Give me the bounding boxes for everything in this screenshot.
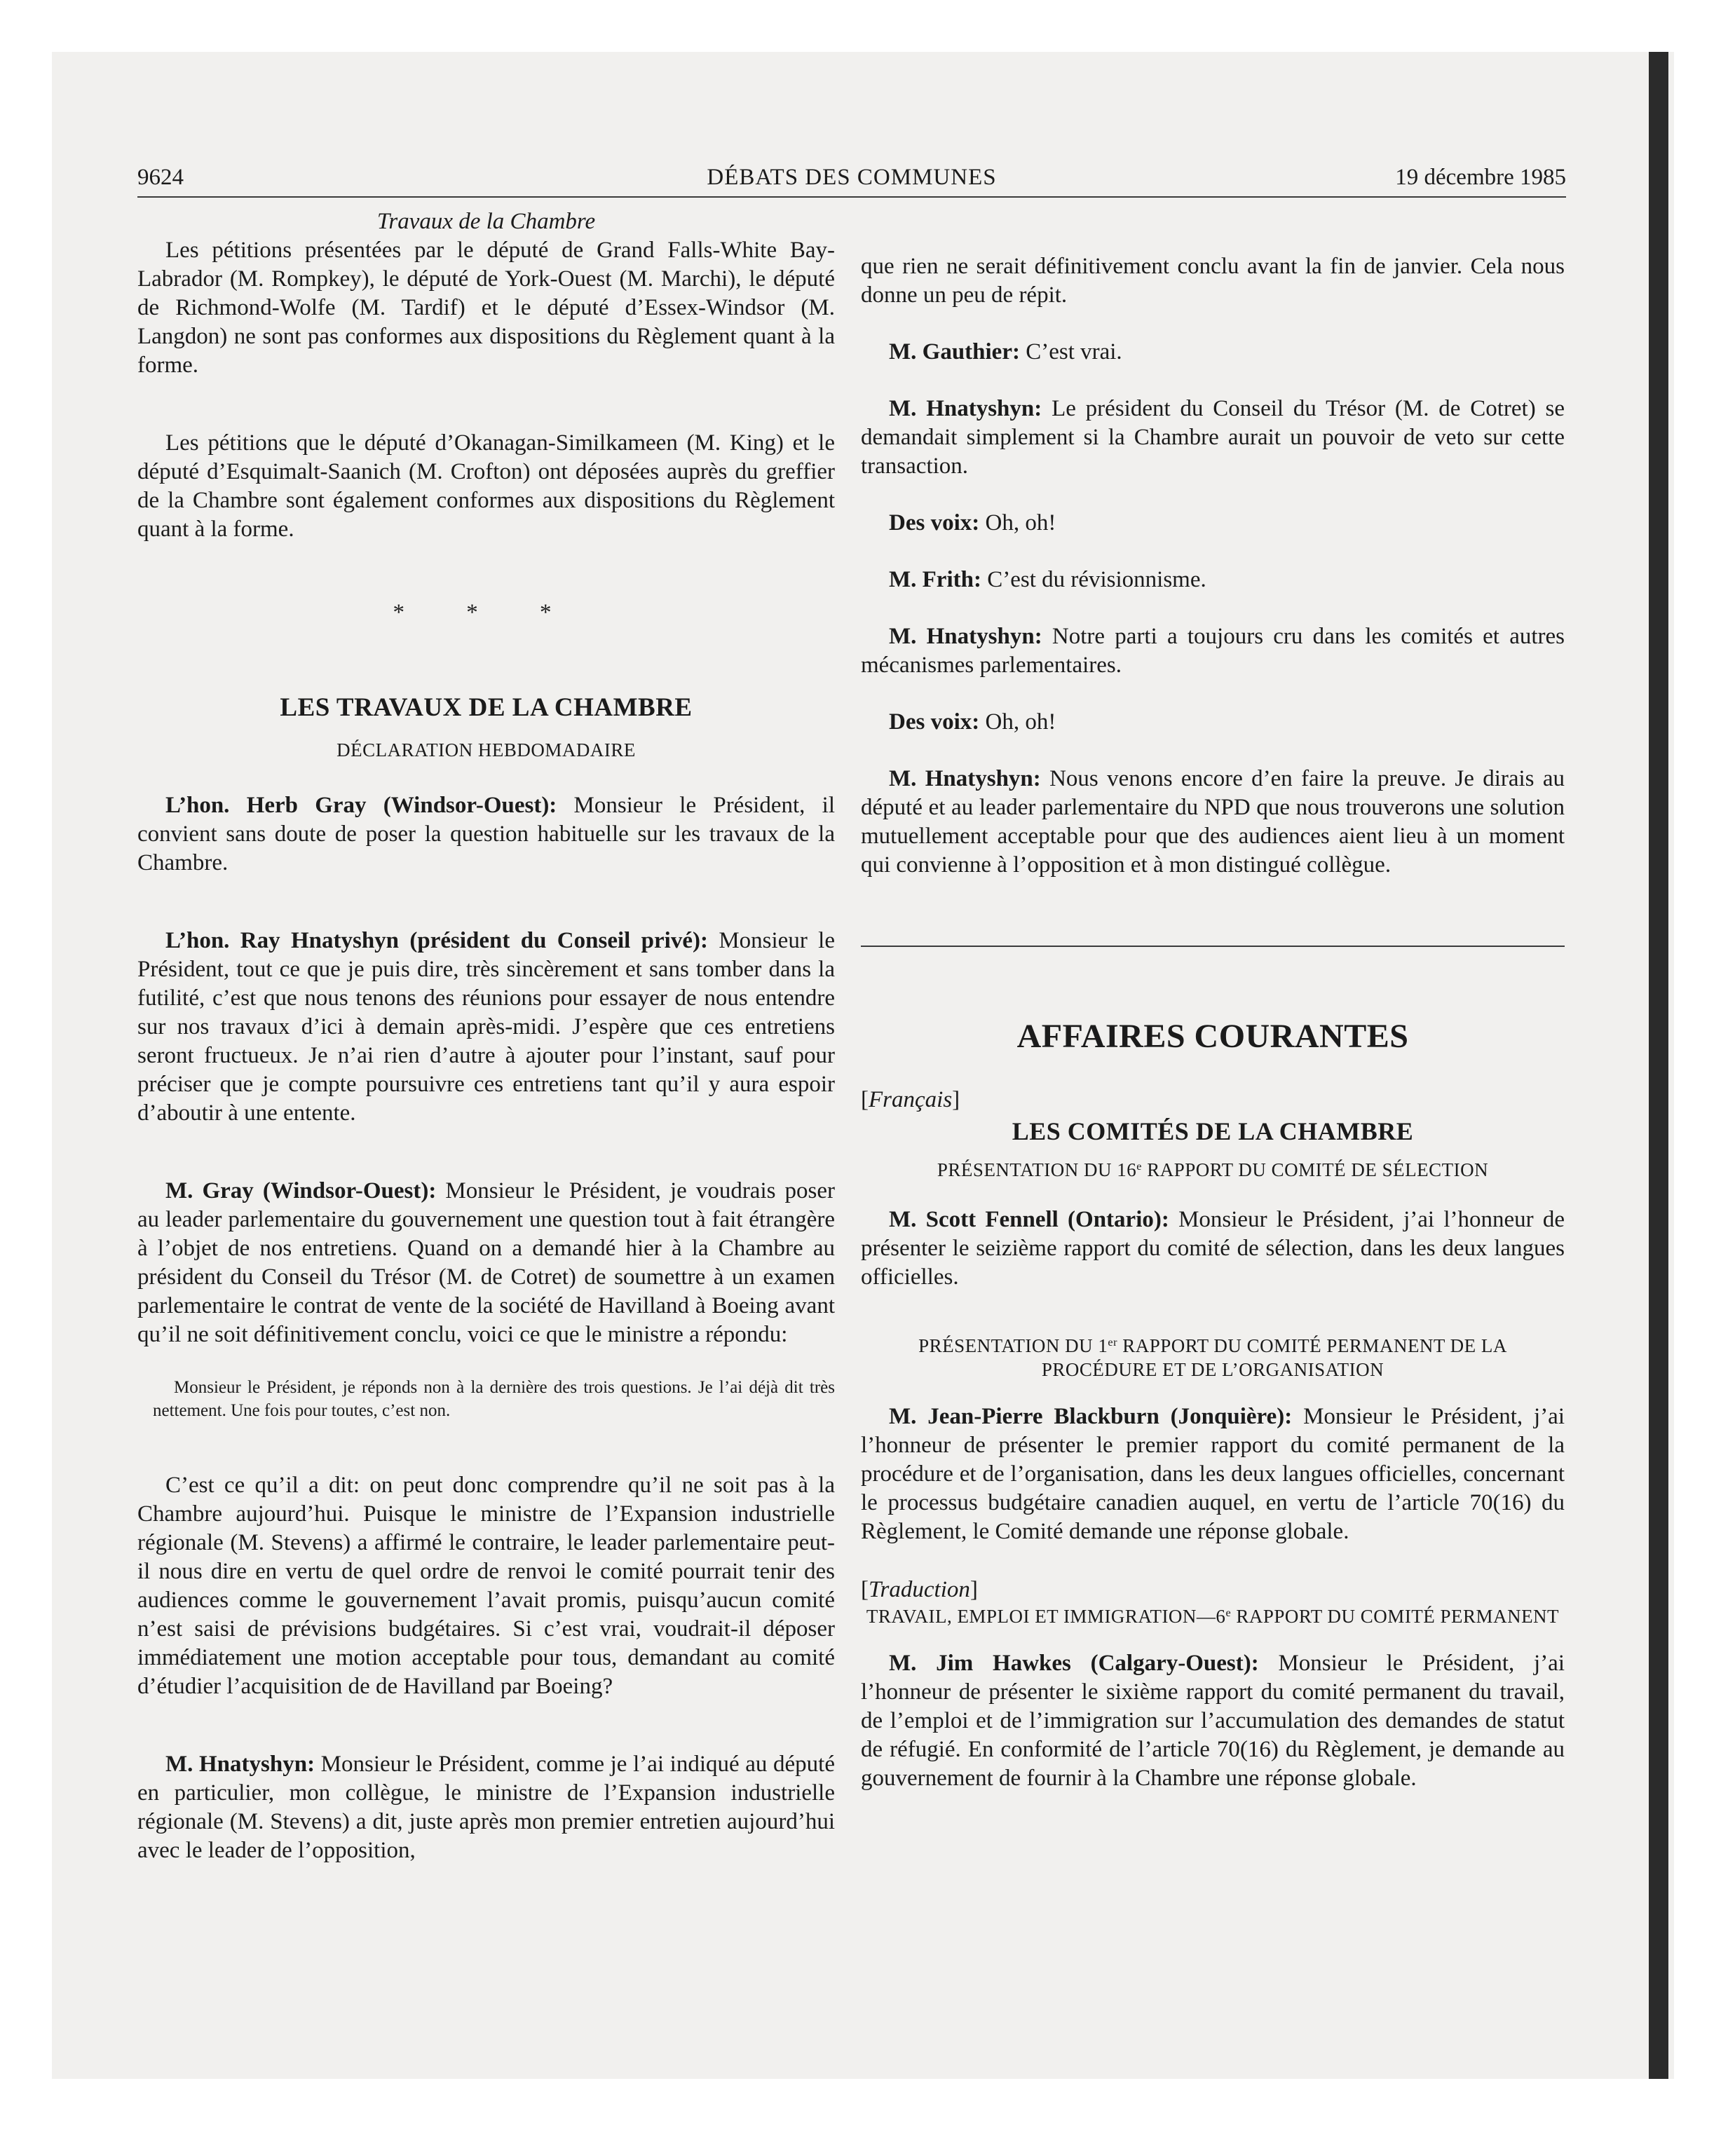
- subtitle-part: RAPPORT DU COMITÉ DE SÉLECTION: [1141, 1159, 1489, 1180]
- speech-text: Le président du Conseil du Trésor (M. de Cotret) se demandait simplement si la Chambre aurait un pouvoir de veto sur cette transaction.: [861, 396, 1565, 479]
- subhead-travaux: Travaux de la Chambre: [376, 209, 596, 234]
- subtitle-part: PRÉSENTATION DU 1: [918, 1335, 1108, 1356]
- speaker-name: L’hon. Herb Gray (Windsor-Ouest):: [165, 793, 557, 818]
- speech-continuation: que rien ne serait définitivement conclu avant la fin de janvier. Cela nous donne un peu de répit.: [861, 254, 1565, 308]
- subtitle-part: RAPPORT DU COMITÉ PERMANENT DE LA PROCÉDURE ET DE L’ORGANISATION: [1041, 1335, 1507, 1380]
- speech-text: Nous venons encore d’en faire la preuve. Je dirais au député et au leader parlementaire du NPD que nous trouverons une solution mutuellement acceptable pour que des audiences aient lieu à un moment qui convienne à l’opposition et à mon distingué collègue.: [861, 766, 1565, 878]
- speech-hnatyshyn-5: [861, 765, 1565, 880]
- speech-text: C’est du révisionnisme.: [981, 567, 1206, 592]
- speaker-name: M. Hnatyshyn:: [889, 624, 1042, 649]
- speaker-name: M. Hnatyshyn:: [165, 1752, 315, 1777]
- speech-frith: [861, 566, 1565, 594]
- speech-voices-1: [861, 509, 1565, 538]
- speech-hnatyshyn-4: [861, 622, 1565, 680]
- speech-text: Monsieur le Président, j’ai l’honneur de présenter le sixième rapport du comité permanent du travail, de l’emploi et de l’immigration sur l’accumulation des demandes de statut de réfugié. En conformité de l’article 70(16) du Règlement, je demande au gouvernement de fournir à la Chambre une réponse globale.: [861, 1651, 1565, 1791]
- speech-gray-3: C’est ce qu’il a dit: on peut donc comprendre qu’il ne soit pas à la Chambre aujourd’hui. Puisque le ministre de l’Expansion industrielle régionale (M. Stevens) a affirmé le contraire, le leader parlementaire peut-il nous dire en vertu de quel ordre de renvoi le comité pourrait tenir des audiences comme le gouvernement l’avait promis, puisqu’aucun comité n’est saisi de prévisions budgétaires. Si c’est vrai, voudrait-il déposer immédiatement une motion acceptable pour tous, demandant au comité d’étudier l’acquisition de de Havilland par Boeing?: [137, 1473, 835, 1699]
- speech-gauthier: [861, 338, 1565, 367]
- language-tag-text: Français: [869, 1087, 953, 1112]
- speech-gray-2: [137, 1177, 835, 1349]
- ordinal-superscript: e: [1136, 1160, 1142, 1173]
- section-subtitle-declaration: DÉCLARATION HEBDOMADAIRE: [336, 739, 636, 760]
- speaker-name: M. Jim Hawkes (Calgary-Ouest):: [889, 1651, 1259, 1676]
- section-title-travaux: LES TRAVAUX DE LA CHAMBRE: [280, 693, 693, 722]
- subtitle-travail: [861, 1604, 1565, 1628]
- subtitle-part: PRÉSENTATION DU 16: [937, 1159, 1137, 1180]
- speech-text: Monsieur le Président, comme je l’ai indiqué au député en particulier, mon collègue, le ministre de l’Expansion industrielle régionale (M. Stevens) a dit, juste après mon premier entretien aujourd’hui avec le leader de l’opposition,: [137, 1752, 835, 1863]
- petitions-paragraph-2: Les pétitions que le député d’Okanagan-Similkameen (M. King) et le député d’Esquimalt-Saanich (M. Crofton) ont déposées auprès du greffier de la Chambre sont également conformes aux dispositions du Règlement quant à la forme.: [137, 430, 835, 542]
- speech-blackburn: [861, 1403, 1565, 1546]
- speech-text: Oh, oh!: [979, 709, 1056, 735]
- speaker-name: Des voix:: [889, 510, 980, 535]
- subtitle-rapport-1: [861, 1334, 1565, 1381]
- speech-text: Monsieur le Président, j’ai l’honneur de présenter le premier rapport du comité permanent de la procédure et de l’organisation, dans les deux langues officielles, concernant le processus budgétaire canadien auquel, en vertu de l’article 70(16) du Règlement, le Comité demande une réponse globale.: [861, 1404, 1565, 1544]
- speech-text: Monsieur le Président, il convient sans doute de poser la question habituelle sur les travaux de la Chambre.: [137, 793, 835, 875]
- page-number: 9624: [137, 165, 184, 190]
- speech-text: Monsieur le Président, tout ce que je puis dire, très sincèrement et sans tomber dans la futilité, c’est que nous tenons des réunions pour essayer de nous entendre sur nos travaux d’ici à demain après-midi. J’espère que ces entretiens seront fructueux. Je n’ai rien d’autre à ajouter pour l’instant, sauf pour préciser que je compte poursuivre ces entretiens tant qu’il y aura espoir d’aboutir à une entente.: [137, 928, 835, 1126]
- language-tag-traduction: [Traduction]: [861, 1577, 978, 1602]
- journal-title: DÉBATS DES COMMUNES: [707, 165, 997, 190]
- speaker-name: L’hon. Ray Hnatyshyn (président du Conseil privé):: [165, 928, 708, 953]
- speaker-name: M. Scott Fennell (Ontario):: [889, 1207, 1169, 1232]
- ordinal-superscript: er: [1108, 1336, 1117, 1349]
- speaker-name: M. Gauthier:: [889, 339, 1020, 364]
- language-tag-francais: [Français]: [861, 1087, 960, 1112]
- speaker-name: M. Jean-Pierre Blackburn (Jonquière):: [889, 1404, 1293, 1429]
- speaker-name: Des voix:: [889, 709, 980, 735]
- speech-text: Monsieur le Président, j’ai l’honneur de présenter le seizième rapport du comité de sélection, dans les deux langues officielles.: [861, 1207, 1565, 1290]
- subtitle-part: TRAVAIL, EMPLOI ET IMMIGRATION—6: [866, 1606, 1226, 1627]
- ordinal-superscript: e: [1225, 1606, 1232, 1620]
- right-column: [861, 252, 1565, 1793]
- speech-fennell: [861, 1206, 1565, 1292]
- speech-gray-1: [137, 791, 835, 878]
- left-column: [137, 207, 835, 1865]
- speech-text: Monsieur le Président, je voudrais poser au leader parlementaire du gouvernement une question tout à fait étrangère à l’objet de nos entretiens. Quand on a demandé hier à la Chambre au président du Conseil du Trésor (M. de Cotret) de soumettre à un examen parlementaire le contrat de vente de la société de Havilland à Boeing avant qu’il ne soit définitivement conclu, voici ce que le ministre a répondu:: [137, 1178, 836, 1347]
- speech-text: C’est vrai.: [1019, 339, 1122, 364]
- speech-hnatyshyn-1: [137, 927, 835, 1128]
- section-title-comites: LES COMITÉS DE LA CHAMBRE: [1012, 1117, 1414, 1145]
- block-quote: Monsieur le Président, je réponds non à la dernière des trois questions. Je l’ai déjà dit très nettement. Une fois pour toutes, c’est non.: [153, 1378, 835, 1420]
- speech-hawkes: [861, 1649, 1565, 1793]
- speech-voices-2: [861, 708, 1565, 737]
- running-header: [137, 161, 1566, 198]
- speech-text: Oh, oh!: [979, 510, 1056, 535]
- section-separator-stars: * * *: [393, 600, 580, 625]
- scan-edge-bar: [1649, 52, 1668, 2079]
- speaker-name: M. Hnatyshyn:: [889, 766, 1041, 791]
- speech-hnatyshyn-3: [861, 395, 1565, 481]
- section-title-affaires: AFFAIRES COURANTES: [1016, 1018, 1409, 1055]
- issue-date: 19 décembre 1985: [1395, 165, 1566, 190]
- speaker-name: M. Frith:: [889, 567, 981, 592]
- subtitle-part: RAPPORT DU COMITÉ PERMANENT: [1231, 1606, 1560, 1627]
- speech-hnatyshyn-2: [137, 1750, 835, 1865]
- section-rule: [861, 946, 1565, 947]
- speaker-name: M. Gray (Windsor-Ouest):: [165, 1178, 437, 1203]
- petitions-paragraph-1: Les pétitions présentées par le député de Grand Falls-White Bay-Labrador (M. Rompkey), le député de York-Ouest (M. Marchi), le député de Richmond-Wolfe (M. Tardif) et le député d’Essex-Windsor (M. Langdon) ne sont pas conformes aux dispositions du Règlement quant à la forme.: [137, 238, 835, 378]
- speaker-name: M. Hnatyshyn:: [889, 396, 1042, 421]
- speech-text: Notre parti a toujours cru dans les comités et autres mécanismes parlementaires.: [861, 624, 1565, 678]
- subtitle-rapport-16: [861, 1156, 1565, 1185]
- language-tag-text: Traduction: [869, 1577, 970, 1602]
